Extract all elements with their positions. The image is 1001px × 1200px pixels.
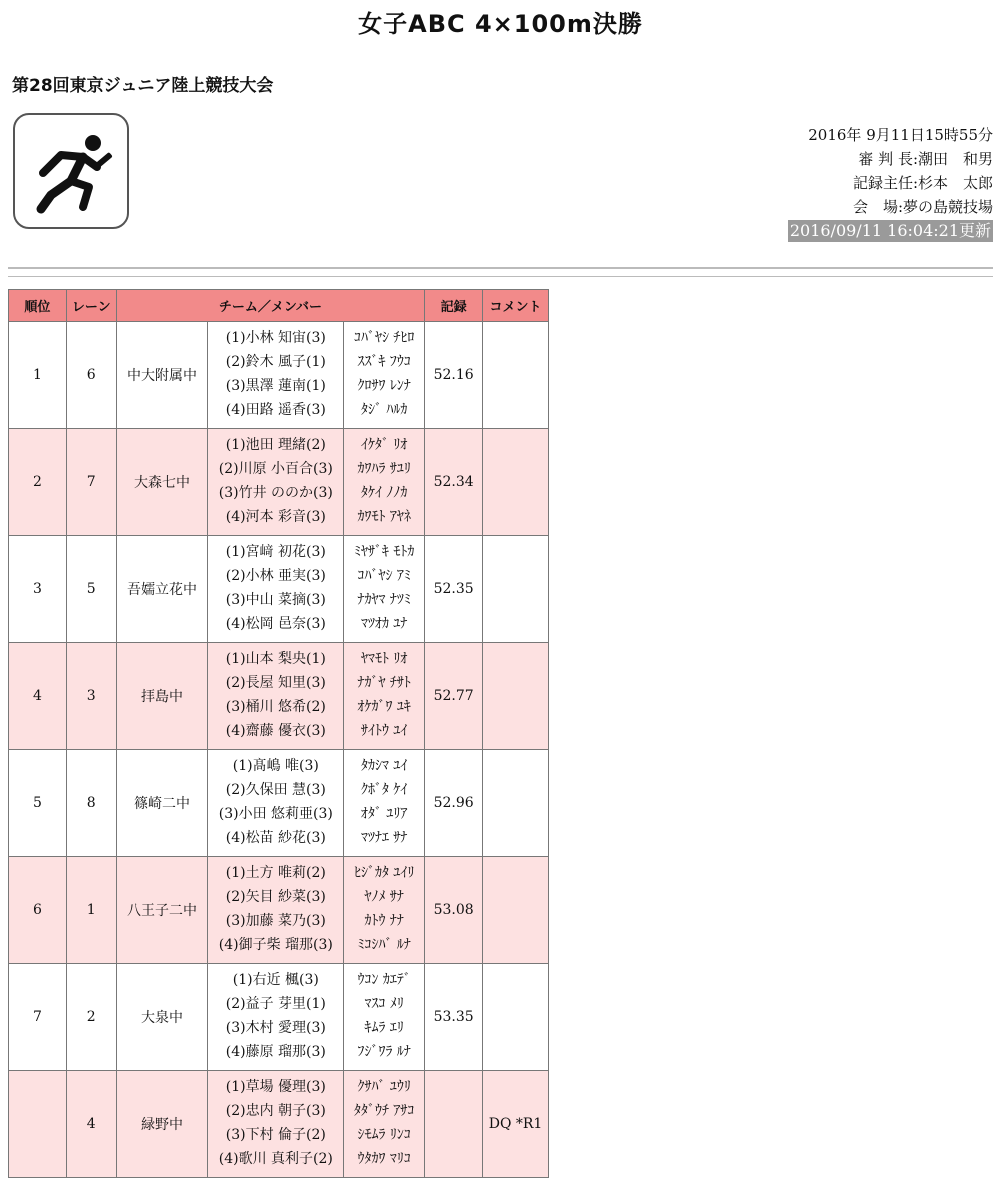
lane-cell: 7 [66, 429, 116, 536]
member-name: (3)黒澤 蓮南(1) [225, 378, 326, 394]
lane-cell: 6 [66, 322, 116, 429]
members-cell [208, 750, 344, 857]
member-kana: ｻｲﾄｳ ﾕｲ [360, 722, 408, 739]
table-row [9, 964, 549, 1071]
rank-cell: 3 [9, 536, 67, 643]
member-name: (2)鈴木 風子(1) [225, 354, 326, 371]
team-cell: 八王子二中 [116, 857, 208, 964]
table-row [9, 750, 549, 857]
table-row [9, 429, 549, 536]
lane-cell: 4 [66, 1071, 116, 1178]
member-kana: ﾏｽｺ ﾒﾘ [364, 996, 404, 1013]
member-kana: ｸﾎﾞﾀ ｹｲ [360, 782, 408, 799]
member-kana: ﾐｺｼﾊﾞ ﾙﾅ [357, 936, 411, 953]
header-comment: コメント [483, 290, 549, 322]
member-kana: ｸｻﾊﾞ ﾕｳﾘ [357, 1079, 411, 1096]
members-cell [208, 643, 344, 750]
member-name: (2)益子 芽里(1) [225, 996, 326, 1013]
header-rank: 順位 [9, 290, 67, 322]
updated-timestamp: 2016/09/11 16:04:21更新 [789, 221, 991, 240]
member-name: (3)木村 愛理(3) [225, 1020, 326, 1036]
member-name: (1)山本 梨央(1) [225, 651, 326, 668]
lane-cell: 3 [66, 643, 116, 750]
datetime-text: 2016年 9月11日15時55分 [808, 126, 993, 144]
member-name: (3)小田 悠莉亜(3) [218, 806, 333, 822]
venue-text: 会 場:夢の島競技場 [852, 198, 993, 216]
comment-cell: DQ *R1 [483, 1071, 549, 1178]
comment-cell [483, 322, 549, 429]
member-name: (1)草場 優理(3) [225, 1079, 326, 1096]
team-cell: 篠崎二中 [116, 750, 208, 857]
relay-runner-icon [13, 113, 129, 229]
member-name: (2)忠内 朝子(3) [225, 1103, 326, 1120]
member-name: (4)御子柴 瑠那(3) [218, 936, 333, 953]
lane-cell: 8 [66, 750, 116, 857]
meet-info [788, 123, 993, 243]
rank-cell [9, 1071, 67, 1178]
meet-name: 第28回東京ジュニア陸上競技大会 [12, 76, 274, 96]
member-kana: ｳｺﾝ ｶｴﾃﾞ [357, 972, 411, 989]
member-name: (3)桶川 悠希(2) [225, 699, 326, 715]
member-name: (1)池田 理緒(2) [225, 437, 326, 454]
member-kana: ｽｽﾞｷ ﾌｳｺ [357, 354, 411, 371]
member-name: (2)久保田 慧(3) [225, 782, 326, 799]
member-kana: ﾀｹｲ ﾉﾉｶ [360, 485, 408, 501]
member-kana: ﾅｶﾔﾏ ﾅﾂﾐ [357, 592, 411, 608]
recorder-text: 記録主任:杉本 太郎 [852, 174, 993, 192]
kana-cell [344, 536, 425, 643]
member-name: (4)田路 遥香(3) [225, 401, 326, 418]
divider [8, 276, 993, 277]
member-kana: ﾅｶﾞﾔ ﾁｻﾄ [357, 675, 411, 692]
comment-cell [483, 643, 549, 750]
member-name: (4)河本 彩音(3) [225, 508, 326, 525]
rank-cell: 5 [9, 750, 67, 857]
member-name: (2)矢目 紗菜(3) [225, 889, 326, 906]
member-name: (3)下村 倫子(2) [225, 1127, 326, 1143]
member-kana: ｸﾛｻﾜ ﾚﾝﾅ [357, 378, 411, 394]
team-cell: 大泉中 [116, 964, 208, 1071]
member-kana: ｺﾊﾞﾔｼ ﾁﾋﾛ [353, 330, 415, 347]
lane-cell: 5 [66, 536, 116, 643]
member-name: (1)土方 唯莉(2) [225, 865, 326, 882]
team-cell: 吾嬬立花中 [116, 536, 208, 643]
member-kana: ｷﾑﾗ ｴﾘ [364, 1020, 404, 1036]
member-kana: ｼﾓﾑﾗ ﾘﾝｺ [357, 1127, 411, 1143]
member-kana: ﾔﾉﾒ ｻﾅ [364, 889, 404, 906]
member-name: (1)宮﨑 初花(3) [225, 544, 326, 561]
member-kana: ｵﾀﾞ ﾕﾘｱ [360, 806, 408, 822]
member-kana: ﾀﾀﾞｳﾁ ｱｻｺ [353, 1103, 415, 1120]
kana-cell [344, 750, 425, 857]
member-kana: ｶﾄｳ ﾅﾅ [364, 913, 404, 929]
page-title: 女子ABC 4×100m決勝 [358, 10, 643, 38]
lane-cell: 2 [66, 964, 116, 1071]
header-record: 記録 [425, 290, 483, 322]
table-row [9, 1071, 549, 1178]
members-cell [208, 429, 344, 536]
member-name: (4)齋藤 優衣(3) [225, 722, 326, 739]
members-cell [208, 536, 344, 643]
member-name: (1)小林 知宙(3) [225, 330, 326, 347]
member-kana: ﾏﾂｵｶ ﾕﾅ [360, 615, 408, 632]
member-kana: ﾏﾂﾅｴ ｻﾅ [360, 829, 408, 846]
member-name: (3)加藤 菜乃(3) [225, 913, 326, 929]
team-cell: 緑野中 [116, 1071, 208, 1178]
comment-cell [483, 750, 549, 857]
header-team-members: チーム／メンバー [116, 290, 425, 322]
member-kana: ｲｹﾀﾞ ﾘｵ [360, 437, 408, 454]
members-cell [208, 857, 344, 964]
member-name: (1)右近 楓(3) [232, 972, 319, 989]
kana-cell [344, 643, 425, 750]
member-kana: ﾐﾔｻﾞｷ ﾓﾄｶ [353, 544, 415, 561]
kana-cell [344, 429, 425, 536]
member-name: (4)松岡 邑奈(3) [225, 615, 326, 632]
lane-cell: 1 [66, 857, 116, 964]
member-kana: ｳﾀｶﾜ ﾏﾘｺ [357, 1150, 411, 1167]
rank-cell: 2 [9, 429, 67, 536]
record-cell: 53.35 [425, 964, 483, 1071]
record-cell: 52.34 [425, 429, 483, 536]
table-row [9, 322, 549, 429]
table-header-row [9, 290, 549, 322]
record-cell: 53.08 [425, 857, 483, 964]
member-name: (3)中山 菜摘(3) [225, 592, 326, 608]
table-row [9, 643, 549, 750]
record-cell: 52.77 [425, 643, 483, 750]
member-kana: ﾀｶｼﾏ ﾕｲ [360, 758, 408, 775]
team-cell: 拝島中 [116, 643, 208, 750]
comment-cell [483, 536, 549, 643]
member-name: (2)長屋 知里(3) [225, 675, 326, 692]
kana-cell [344, 1071, 425, 1178]
rank-cell: 7 [9, 964, 67, 1071]
kana-cell [344, 322, 425, 429]
member-kana: ｵｹｶﾞﾜ ﾕｷ [357, 699, 411, 715]
runner-figure [23, 123, 119, 219]
record-cell: 52.16 [425, 322, 483, 429]
table-row [9, 857, 549, 964]
member-kana: ｶﾜﾊﾗ ｻﾕﾘ [357, 461, 411, 478]
member-name: (2)小林 亜実(3) [225, 568, 326, 585]
member-kana: ｶﾜﾓﾄ ｱﾔﾈ [357, 508, 411, 525]
record-cell [425, 1071, 483, 1178]
comment-cell [483, 429, 549, 536]
member-name: (2)川原 小百合(3) [218, 461, 333, 478]
record-cell: 52.35 [425, 536, 483, 643]
record-cell: 52.96 [425, 750, 483, 857]
member-name: (4)藤原 瑠那(3) [225, 1043, 326, 1060]
member-name: (3)竹井 ののか(3) [218, 485, 333, 501]
kana-cell [344, 964, 425, 1071]
comment-cell [483, 857, 549, 964]
member-kana: ﾌｼﾞﾜﾗ ﾙﾅ [357, 1043, 411, 1060]
rank-cell: 6 [9, 857, 67, 964]
member-name: (1)髙嶋 唯(3) [232, 758, 319, 775]
header-lane: レーン [66, 290, 116, 322]
results-table [8, 289, 549, 1178]
referee-text: 審 判 長:潮田 和男 [858, 150, 993, 168]
member-kana: ｺﾊﾞﾔｼ ｱﾐ [357, 568, 411, 585]
members-cell [208, 964, 344, 1071]
members-cell [208, 322, 344, 429]
comment-cell [483, 964, 549, 1071]
member-name: (4)松苗 紗花(3) [225, 829, 326, 846]
team-cell: 大森七中 [116, 429, 208, 536]
team-cell: 中大附属中 [116, 322, 208, 429]
member-kana: ﾋｼﾞｶﾀ ﾕｲﾘ [353, 865, 415, 882]
rank-cell: 4 [9, 643, 67, 750]
table-row [9, 536, 549, 643]
member-kana: ﾔﾏﾓﾄ ﾘｵ [360, 651, 408, 668]
member-kana: ﾀｼﾞ ﾊﾙｶ [360, 401, 408, 418]
kana-cell [344, 857, 425, 964]
member-name: (4)歌川 真利子(2) [218, 1150, 333, 1167]
rank-cell: 1 [9, 322, 67, 429]
divider [8, 267, 993, 269]
members-cell [208, 1071, 344, 1178]
